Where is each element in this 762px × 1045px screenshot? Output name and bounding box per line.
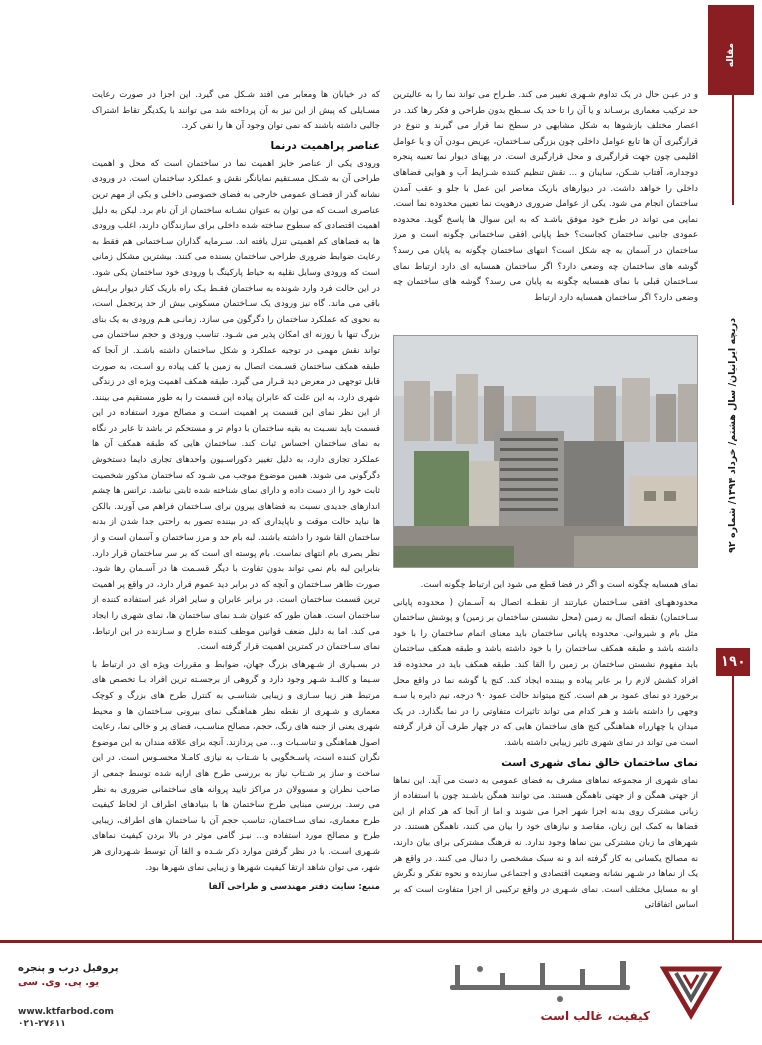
- column-right-bottom: [393, 578, 698, 946]
- brand-wordmark: [440, 955, 650, 1010]
- section-heading: عناصر پراهمیت درنما: [270, 139, 380, 152]
- brand-emblem-icon: [660, 959, 722, 1021]
- section-label: مقاله: [726, 43, 736, 68]
- website-link[interactable]: www.ktfarbod.com: [18, 1007, 114, 1017]
- page-number: ۱۹۰: [716, 648, 750, 676]
- sidebar: [704, 0, 762, 940]
- phone-number: ۰۲۱-۲۷۶۱۱: [18, 1019, 66, 1029]
- source-credit: منبع: سایت دفتر مهندسی و طراحی آلفا: [208, 882, 380, 893]
- sidebar-divider-top: [732, 95, 734, 205]
- paragraph: در بسـیاری از شـهرهای بزرگ جهان، ضوابط و مقررات ویژه ای در ارتباط با سـیما و کالبـد شـهر وجود دارد و گروهی از برجسـته ترین افراد بـا تخصص های مرتبط هنر زیبا سـازی و زیبایی شناسـی به کنترل طرح های بزرگ و کوچک معماری و شـهری از نقطه نظر هماهنگی نمای بیرونی سـاختمان ها و محیط شهری یعنی از جنبه های رنگ، حجم، مصالح مناسـب، فضای پر و خالی نما، رعایت اصول هماهنگی و تناسـبات و... می پردازند. آنچه برای علاقه مندان به این موضوع نگران کننده است، پاسـخگویی با شـتاب به نیازی کامـلا محسـوس است. در این ساخت و ساز پر شـتاب نیاز به بررسی طرح های ارایه شده توسط جمعی از صاحب نظران و مسوولان در مراکز تایید پروانه های ساختمانی ضروری به نظر می رسد. بررسی مبنایی طرح ساختمان ها با بنیادهای اطراف از لحاظ کیفیت طرح معماری، نمای سـاختمان، تناسب حجم آن با ساختمان های اطراف، زیبایی طرح و مصالح مورد استفاده و... نیـز گامی موثر در بالا بردن کیفیت نماهای شـهری اسـت. با در نظر گرفتن موارد ذکر شـده و القا آن توسط شـهرداری هر شهر، می توان شاهد ارتقا کیفیت شهرها و زیبایی نمای شهرها بود.: [92, 659, 380, 873]
- paragraph: که در خیابان ها ومعابر می افتد شـکل می گیرد. این اجزا در صورت رعایت مسـایلی که پیش از این نیز به آن پرداخته شد می توانند با یکدیگر تقاط اشتراک جالبی داشته باشند که نمی توان وجود آن ها را نفی کرد.: [92, 90, 380, 132]
- section-heading: نمای ساختمان خالق نمای شهری است: [501, 756, 698, 769]
- photo-illustration: [394, 336, 698, 568]
- column-right-top: [393, 88, 698, 320]
- brand-slogan: کیفیت، غالب است: [540, 1009, 650, 1023]
- contact-info: [18, 962, 128, 1030]
- issue-info: [720, 318, 746, 638]
- product-type: یو. پی. وی. سی: [18, 977, 100, 988]
- paragraph: نمای همسایه چگونه است و اگر در فضا قطع می شود این ارتباط چگونه است.: [420, 580, 698, 590]
- paragraph: محدودههـای افقی سـاختمان عبارتند از نقطـه اتصال به آسـمان ( محدوده پایانی سـاختمان) نقطه اتصال به زمین (محل نشستن ساختمان بر زمین) و پوشش ساختمان مثل بام و شیروانی. محدوده پایانی ساختمان باید معنای اتمام ساختمان را با خود داشته باشد و طبقه همکف ساختمان را با خود داشته باشد و طبقه همکف ساختمان باید مفهوم نشستن ساختمان بر زمین را القا کند. طبقه همکف باید در محدوده قد افراد کشش لازم را بر عابر پیاده و بیننده ایجاد کند. کنج یا گوشه نما در واقع محل برخورد دو نمای عمود بر هم است. کنج میتواند حالت عمود ۹۰ درجه، نیم دایره یا سـه وجهی را داشته باشد و هـر کدام می تواند تاثیرات متفاوتی را در نما بگذارد. در یک میدان یا چهارراه هماهنگی کنج های ساختمان هایی که در چهار طرف آن قرار گرفته است می تواند در نمای شهری تاثیر زیبایی داشته باشد.: [393, 597, 698, 748]
- paragraph: نمای شهری از مجموعه نماهای مشرف به فضای عمومی به دست می آید. این نماها از جهتی همگن و از جهتی ناهمگن هستند. می توانند همگن باشـند چون با استفاده از زبانی مشترک روی بدنه اجزا شهر اجرا می شوند و اما از آنجا که هر کدام از این فضاها به کمک این زبان، مقاصد و نیازهای خود را بیان می کنند، ناهمگن هستند. در شهرهای ما زبان مشترکی بین نماها وجود ندارد. نه فرهنگ مشترکی برای بیان دارند، نه مصالح یکسانی به کار گرفته اند و نه سبک مشخصی را دنبال می کنند. در واقع هر یک از نماها در شـهر نشانه وضعیت اقتصادی و اجتماعی سازنده و نحوه تفکر و نگرش او به مسایل مختلف است. نمای شـهری در واقع ترکیبی از اجزا متفاوت است که بر اساس اتفاقاتی: [393, 775, 698, 911]
- column-left: [92, 88, 380, 930]
- sidebar-divider-bottom: [732, 676, 734, 940]
- brand-logo: [440, 955, 740, 1040]
- paragraph: ورودی یکی از عناصر حایز اهمیت نما در ساختمان است که محل و اهمیت طراحی آن به شـکل مسـتقیم نمایانگر نقش و عملکرد ساختمان است. در ورودی نشانه گذر از فضـای عمومی خارجی به فضای خصوصی داخلی و یکی از مهم ترین عناصری اسـت که می توان به عنوان نشـانه ساختمان از آن نام برد. لیکن به دلیل اهمیت اقتصادی که سطوح ساخته شده داخلی برای سازندگان دارند، اغلب ورودی ها به فضاهای کم اهمیتی تنزل یافته اند. سـرمایه گذاران سـاختمانی هم فقط به رعایت ضوابط ضروری طراحی ساختمان بسنده می کنند. بیشترین مشکل زمانی است که ورودی وسایل نقلیه به حیاط پارکینگ با ورودی خود ساختمان یکی شود. در این حالت فرد وارد شونده به ساختمان فقـط یـک راه باریک کنار دیوار برایـش باقی می ماند. گاه نیز ورودی یک سـاختمان مسکونی بیش از حد پرتجمل است، به نحوی که عملکرد ساختمان را دگرگون می سازد. زمانـی هـم ورودی به یک بنای بزرگ تنها با روزنه ای امکان پذیر می شـود. تناسب ورودی و حجم ساختمان می تواند نقش مهمی در توجیه عملکرد و شکل ساختمان داشته باشـد. از آنجا که طبقه همکف ساختمان قسـمت اتصال به زمین یا کف پیاده رو اسـت، به صورت قابل توجهی در معرض دید قـرار می گیرد. طبقه همکف اهمیت ویژه ای در زندگی شهری دارد، به این علت که عابران پیاده این قسمت را به طور مستقیم می بینند. از این نظر نمای این قسمت پر اهمیت اسـت و مصالح مورد استفاده در این قسمت باید نسـبت به بقیه ساختمان با دوام تر و مستحکم تر باشد تا عابر در نگاه به نمای ساختمان احساس ثبات کند. ساختمان هایی که طبقه همکف آن ها عملکرد تجاری دارد، به دلیل تغییر دکوراسـیون واحدهای تجاری دایما دستخوش دگرگونی می شوند. همین موضوع موجب می شـود که ساختمان مذکور شخصیت ثابت خود را از دست داده و دارای نمای شناخته شده ثابتی نباشد. ترانس ها چشم اندازهای جدیدی نسبت به فضاهای بیرون برای سـاختمان فراهم می آورند. بالکن ها نباید حالت موقت و ناپایداری که در بیننده تصور به راحتی جدا شدن از بدنه ساختمان القا شود را داشته باشند. لبه بام حد و مرز ساختمان و آسمان است و از نظر بصری بام انتهای نماست. بام پوسته ای است که بر سر ساختمان قرار دارد. بنابراین لبه بام نمی تواند بدون تفاوت با دیگر قسـمت ها در آسـمان رها شود. صورت ظاهر سـاختمان و آنچه که در برابر دید عموم قرار دارد، در واقع پر اهمیت ترین قسمت ساختمان است. در برابر عابران و سایر افراد غیر استفاده کننده از ساختمان است. همان طور که عنوان شـد نمای ساختمان ها، نمای شهری را ایجاد می کند. اما به دلیل ضعف قوانین موظف کننده طراح و سـازنده در این ارتباط، نمای سـاختمان در کمترین اهمیت قرار گرفته است.: [92, 158, 380, 653]
- city-buildings-photo: [393, 335, 698, 568]
- section-tab: [708, 5, 754, 95]
- product-line: پروفیل درب و پنجره: [18, 963, 119, 974]
- paragraph: و در عیـن حال در یک تداوم شـهری تغییر می کند. طـراح می تواند نما را به عالیترین حد ترکیب معماری برسـاند و یا آن را تا حد یک سـطح بدون طراحی و فکر رها کند. در اعصار مختلف بازشوها به شکل مشابهی در سطح نما قرار می گیرند و تنوع در قرارگیری آن ها تابع عوامل داخلی چون بزرگی سـاختمان، عریض بـودن آن و یا عوامل اقلیمی چون جهت قرارگیری و محل قرارگیری است. در پهنای دیوار نما تعبیه پنجره دوجداره، آفتاب شـکن، سایبان و ... نقش تنظیم کننده شـرایط آب و هوایی فضاهای داخلی را خواهد داشت. در دیوارهای باریک معاصر این عمل با جلو و عقب آمدن ساختمان انجام می شود. یکی از عوامل ضروری درهویت نما تعیین محدوده نما است. نمایی می تواند در طرح خود موفق باشـد که به این سوال ها پاسخ گوید. محدوده عمودی جانبی ساختمان کجاست؟ خط پایانی افقی ساختمانی چگونه است و مرز ساختمان در آسمان به چه شکل است؟ انتهای ساختمان چگونه به پایان می رسد؟ گوشه های ساختمان چه وضعی دارد؟ اگر ساختمان همسایه ای دارد ارتباط نمای سـاختمان قبلی با نمای همسایه چگونه به پایان می رسد؟ گوشه های ساختمان چه وضعی دارد؟ اگر ساختمان همسایه دارد ارتباط: [393, 90, 698, 303]
- issue-label: دریچه ایرانیان/ سال هشتم/ خرداد ۱۳۹۴/ شماره ۹۲: [727, 318, 738, 553]
